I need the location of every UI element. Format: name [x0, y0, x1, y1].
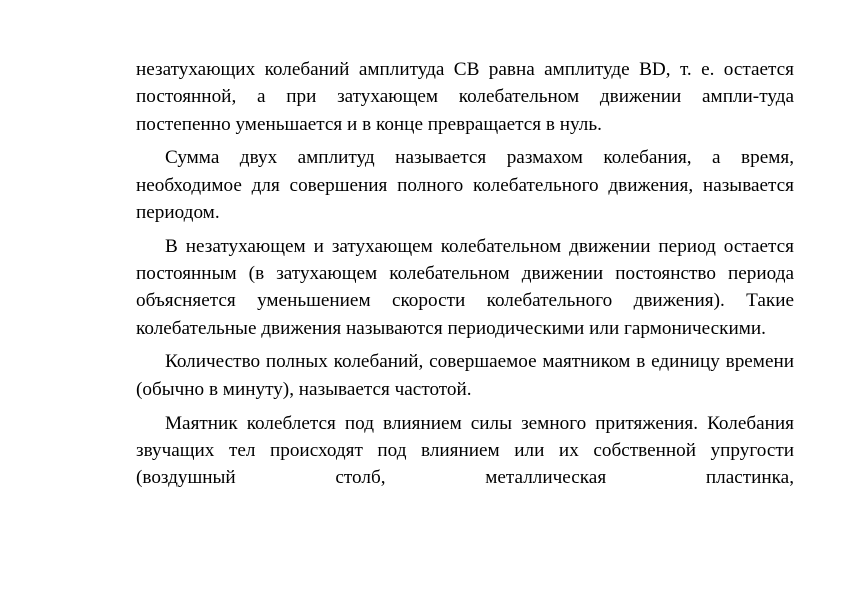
paragraph-3: В незатухающем и затухающем колебательном движении период остается постоянным (в затухающем колебательном движении постоянство периода объясняется уменьшением скорости колебательного движения). Такие колебательные движения называются периодическими или гармоническими.	[136, 235, 794, 339]
paragraph-5: Маятник колеблется под влиянием силы земного притяжения. Колебания звучащих тел происходят под влиянием или их собственной упругости (воздушный столб, металлическая пластинка,	[136, 412, 794, 489]
paragraph-4: Количество полных колебаний, совершаемое маятником в единицу времени (обычно в минуту), называется частотой.	[136, 351, 794, 400]
paragraph-1: незатухающих колебаний амплитуда СВ равна амплитуде BD, т. е. остается постоянной, а при затухающем колебательном движении ампли-туда постепенно уменьшается и в конце превращается в нуль.	[136, 59, 794, 135]
document-body	[136, 56, 794, 491]
paragraph-2: Сумма двух амплитуд называется размахом колебания, а время, необходимое для совершения полного колебательного движения, называется периодом.	[136, 147, 794, 223]
